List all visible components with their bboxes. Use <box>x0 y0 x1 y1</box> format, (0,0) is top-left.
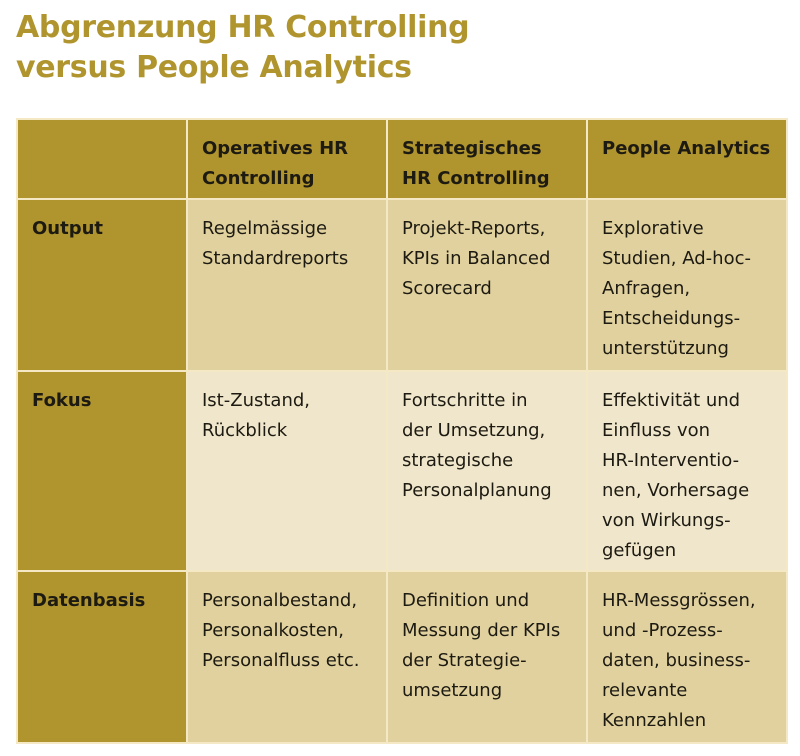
header-cell-empty <box>17 119 187 199</box>
table-row-output <box>17 199 787 371</box>
row-label-datenbasis: Datenbasis <box>17 571 187 743</box>
page-title <box>16 8 469 88</box>
table-cell: Definition und Messung der KPIs der Strategie- umsetzung <box>387 571 587 743</box>
header-cell-strategisches-hr-controlling: Strategisches HR Controlling <box>387 119 587 199</box>
table-cell: Personalbestand, Personalkosten, Personalfluss etc. <box>187 571 387 743</box>
table-cell: Explorative Studien, Ad-hoc- Anfragen, Entscheidungs- unterstützung <box>587 199 787 371</box>
title-line-1: Abgrenzung HR Controlling <box>16 10 470 45</box>
header-cell-people-analytics: People Analytics <box>587 119 787 199</box>
table-header-row <box>17 119 787 199</box>
table-cell: Projekt-Reports, KPIs in Balanced Scorecard <box>387 199 587 371</box>
table-cell: Ist-Zustand, Rückblick <box>187 371 387 571</box>
table-row-datenbasis <box>17 571 787 743</box>
table-row-fokus <box>17 371 787 571</box>
table-cell: HR-Messgrössen, und -Prozess- daten, business- relevante Kennzahlen <box>587 571 787 743</box>
table-cell: Regelmässige Standardreports <box>187 199 387 371</box>
header-cell-operatives-hr-controlling: Operatives HR Controlling <box>187 119 387 199</box>
table-cell: Effektivität und Einfluss von HR-Interventio- nen, Vorhersage von Wirkungs- gefügen <box>587 371 787 571</box>
comparison-table <box>16 118 788 744</box>
title-line-2: versus People Analytics <box>16 50 412 85</box>
row-label-fokus: Fokus <box>17 371 187 571</box>
table-cell: Fortschritte in der Umsetzung, strategische Personalplanung <box>387 371 587 571</box>
row-label-output: Output <box>17 199 187 371</box>
